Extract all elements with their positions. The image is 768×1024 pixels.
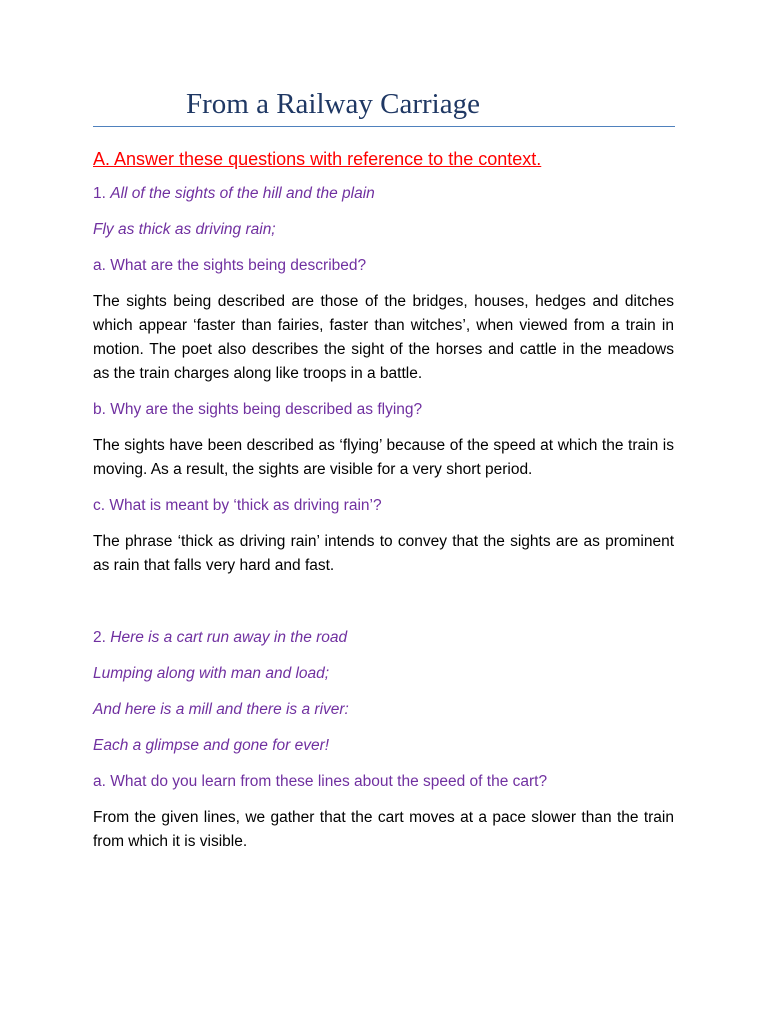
q1-verse-text-1: All of the sights of the hill and the plain (110, 185, 375, 202)
q1b-question: b. Why are the sights being described as flying? (93, 401, 423, 418)
q1-verse-line-2: Fly as thick as driving rain; (93, 221, 276, 238)
page-title: From a Railway Carriage (186, 88, 480, 120)
q1c-answer: The phrase ‘thick as driving rain’ intends to convey that the sights are as prominent as rain that falls very hard and fast. (93, 533, 674, 574)
q1-number: 1. (93, 185, 106, 202)
q2-verse-line-4: Each a glimpse and gone for ever! (93, 737, 330, 754)
q1b-answer: The sights have been described as ‘flying’ because of the speed at which the train is moving. As a result, the sights are visible for a very short period. (93, 437, 674, 478)
q1a-question: a. What are the sights being described? (93, 257, 367, 274)
q2a-question: a. What do you learn from these lines about the speed of the cart? (93, 773, 548, 790)
paragraph-spacer (93, 590, 674, 626)
q1a-answer: The sights being described are those of the bridges, houses, hedges and ditches which appear ‘faster than fairies, faster than witches’, when viewed from a train in motion. The poet also describes the sight of the horses and cattle in the meadows as the train charges along like troops in a battle. (93, 293, 674, 382)
section-heading: A. Answer these questions with reference to the context. (93, 149, 542, 169)
q2-number: 2. (93, 629, 106, 646)
q2-verse-text-1: Here is a cart run away in the road (110, 629, 348, 646)
q2-verse-line-3: And here is a mill and there is a river: (93, 701, 349, 718)
q1-verse-line-1 (93, 182, 674, 206)
q2-verse-line-2: Lumping along with man and load; (93, 665, 330, 682)
q2-verse-line-1 (93, 626, 674, 650)
q1c-question: c. What is meant by ‘thick as driving rain’? (93, 497, 382, 514)
q2a-answer: From the given lines, we gather that the cart moves at a pace slower than the train from which it is visible. (93, 809, 674, 850)
document-body (93, 146, 674, 866)
title-underline-divider (93, 126, 675, 127)
